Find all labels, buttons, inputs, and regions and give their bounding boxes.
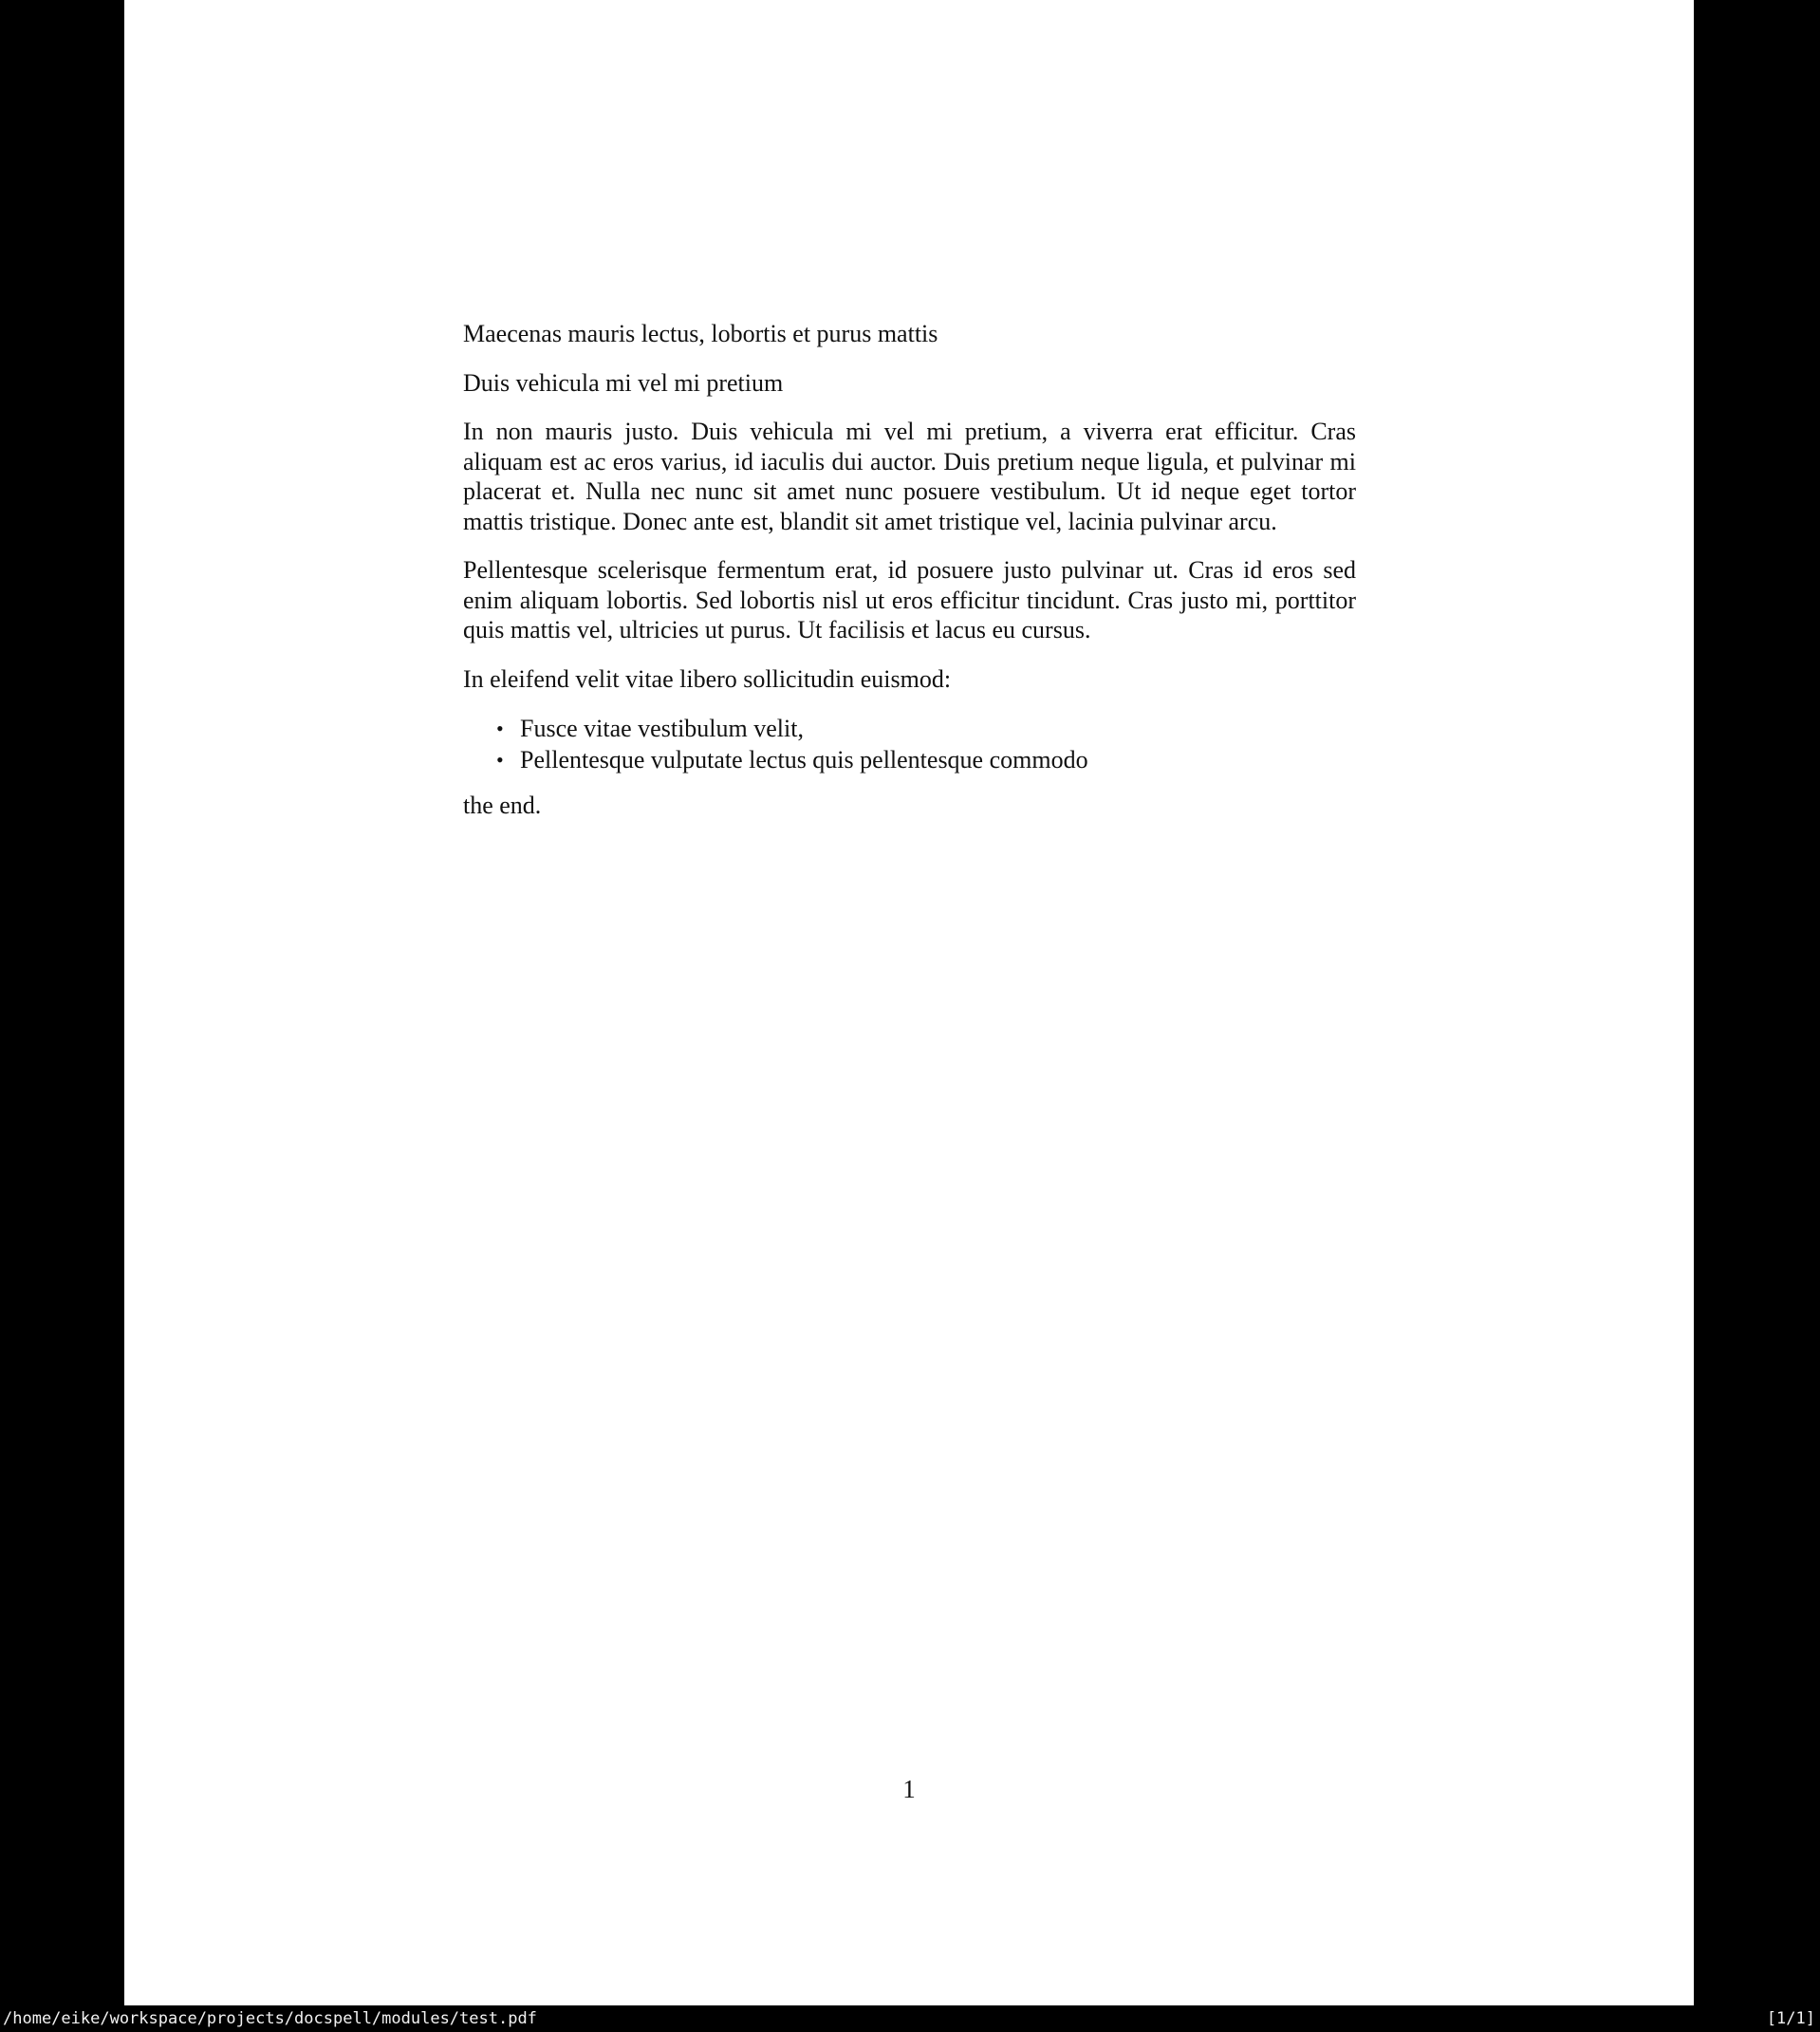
page-number: 1 (902, 1775, 916, 1803)
paragraph-subject-line-1: Maecenas mauris lectus, lobortis et purus mattis (463, 320, 938, 347)
list-item (496, 744, 1356, 775)
paragraph-list-intro: In eleifend velit vitae libero sollicitudin euismod: (463, 664, 952, 693)
statusbar-file-path: /home/eike/workspace/projects/docspell/modules/test.pdf (3, 2009, 537, 2028)
list-item-text: Pellentesque vulputate lectus quis pellentesque commodo (520, 746, 1088, 774)
paragraph-body-1: In non mauris justo. Duis vehicula mi vel mi pretium, a viverra erat efficitur. Cras aliquam est ac eros varius, id iaculis dui auctor. Duis pretium neque ligula, et pulvinar mi placerat et. Nulla nec nunc sit amet nunc posuere vestibulum. Ut id neque eget tortor mattis tristique. Donec ante est, blandit sit amet tristique vel, lacinia pulvinar arcu. (463, 418, 1356, 535)
status-bar (0, 2005, 1820, 2032)
bullet-icon: • (496, 748, 504, 772)
document-text-block (463, 319, 1356, 821)
bullet-icon: • (496, 717, 504, 740)
bullet-list (463, 713, 1356, 775)
paragraph-closing: the end. (463, 792, 542, 819)
statusbar-page-indicator: [1/1] (1766, 2009, 1815, 2028)
list-item (496, 713, 1356, 744)
document-page[interactable] (124, 0, 1694, 2005)
paragraph-body-2: Pellentesque scelerisque fermentum erat, id posuere justo pulvinar ut. Cras id eros sed enim aliquam lobortis. Sed lobortis nisl ut eros efficitur tincidunt. Cras justo mi, porttitor quis mattis vel, ultricies ut purus. Ut facilisis et lacus eu cursus. (463, 556, 1356, 643)
list-item-text: Fusce vitae vestibulum velit, (520, 715, 804, 742)
paragraph-subject-line-2: Duis vehicula mi vel mi pretium (463, 368, 784, 397)
